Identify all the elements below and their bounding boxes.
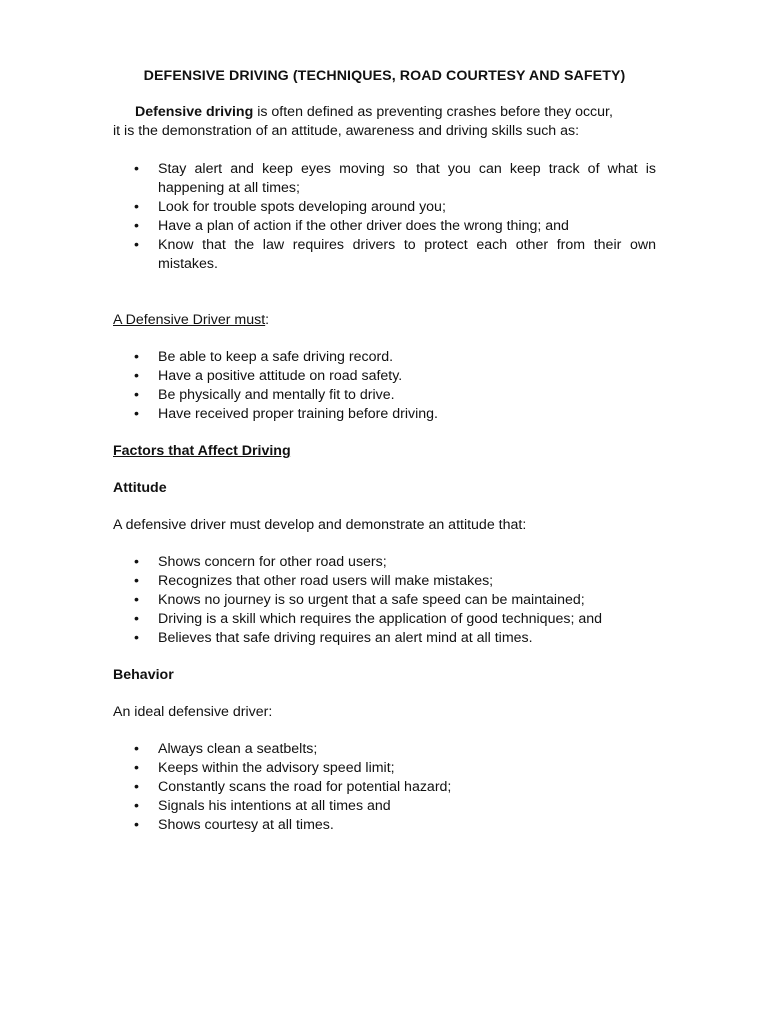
list-item: • Keeps within the advisory speed limit; bbox=[134, 760, 395, 776]
bullet-icon: • bbox=[134, 798, 139, 814]
list-item: • Look for trouble spots developing around you; bbox=[134, 199, 446, 215]
bullet-icon: • bbox=[134, 741, 139, 757]
bullet-icon: • bbox=[134, 554, 139, 570]
must-list bbox=[113, 348, 656, 424]
bullet-icon: • bbox=[134, 387, 139, 403]
list-item: • Know that the law requires drivers to protect each other from their own mistakes. bbox=[134, 237, 656, 272]
factors-heading: Factors that Affect Driving bbox=[113, 443, 291, 459]
bullet-icon: • bbox=[134, 237, 139, 253]
list-item: • Knows no journey is so urgent that a safe speed can be maintained; bbox=[134, 592, 585, 608]
list-item: • Constantly scans the road for potential hazard; bbox=[134, 779, 452, 795]
bullet-icon: • bbox=[134, 161, 139, 177]
intro-line-2: it is the demonstration of an attitude, awareness and driving skills such as: bbox=[113, 123, 580, 139]
list-item: • Shows concern for other road users; bbox=[134, 554, 387, 570]
list-item: • Be able to keep a safe driving record. bbox=[134, 349, 394, 365]
bullet-icon: • bbox=[134, 573, 139, 589]
list-item: • Be physically and mentally fit to drive. bbox=[134, 387, 395, 403]
must-heading bbox=[113, 311, 656, 330]
bullet-icon: • bbox=[134, 630, 139, 646]
list-item: • Have a positive attitude on road safety. bbox=[134, 368, 403, 384]
bullet-icon: • bbox=[134, 817, 139, 833]
attitude-heading: Attitude bbox=[113, 480, 167, 496]
bullet-icon: • bbox=[134, 406, 139, 422]
intro-paragraph bbox=[113, 103, 656, 141]
bullet-icon: • bbox=[134, 611, 139, 627]
behavior-heading: Behavior bbox=[113, 667, 174, 683]
list-item: • Signals his intentions at all times and bbox=[134, 798, 391, 814]
bullet-icon: • bbox=[134, 368, 139, 384]
bullet-icon: • bbox=[134, 760, 139, 776]
behavior-lead: An ideal defensive driver: bbox=[113, 704, 273, 720]
must-heading-text: A Defensive Driver must bbox=[113, 312, 266, 328]
document-page bbox=[113, 67, 656, 835]
list-item: • Have received proper training before driving. bbox=[134, 406, 438, 422]
bullet-icon: • bbox=[134, 218, 139, 234]
intro-line-1 bbox=[113, 103, 656, 122]
list-item: • Stay alert and keep eyes moving so that you can keep track of what is happening at all times; bbox=[134, 161, 656, 196]
document-title: DEFENSIVE DRIVING (TECHNIQUES, ROAD COURTESY AND SAFETY) bbox=[143, 68, 626, 84]
bullet-icon: • bbox=[134, 349, 139, 365]
list-item: • Recognizes that other road users will make mistakes; bbox=[134, 573, 494, 589]
bullet-icon: • bbox=[134, 199, 139, 215]
must-heading-colon: : bbox=[265, 312, 270, 328]
skills-list bbox=[113, 160, 656, 274]
bullet-icon: • bbox=[134, 592, 139, 608]
intro-line-1-rest: is often defined as preventing crashes before they occur, bbox=[253, 104, 613, 120]
bullet-icon: • bbox=[134, 779, 139, 795]
behavior-list bbox=[113, 740, 656, 835]
attitude-lead: A defensive driver must develop and demonstrate an attitude that: bbox=[113, 517, 527, 533]
intro-bold-term: Defensive driving bbox=[135, 104, 254, 120]
list-item: • Always clean a seatbelts; bbox=[134, 741, 318, 757]
list-item: • Have a plan of action if the other driver does the wrong thing; and bbox=[134, 218, 569, 234]
list-item: • Driving is a skill which requires the application of good techniques; and bbox=[134, 611, 603, 627]
attitude-list bbox=[113, 553, 656, 648]
list-item: • Shows courtesy at all times. bbox=[134, 817, 334, 833]
list-item: • Believes that safe driving requires an alert mind at all times. bbox=[134, 630, 533, 646]
